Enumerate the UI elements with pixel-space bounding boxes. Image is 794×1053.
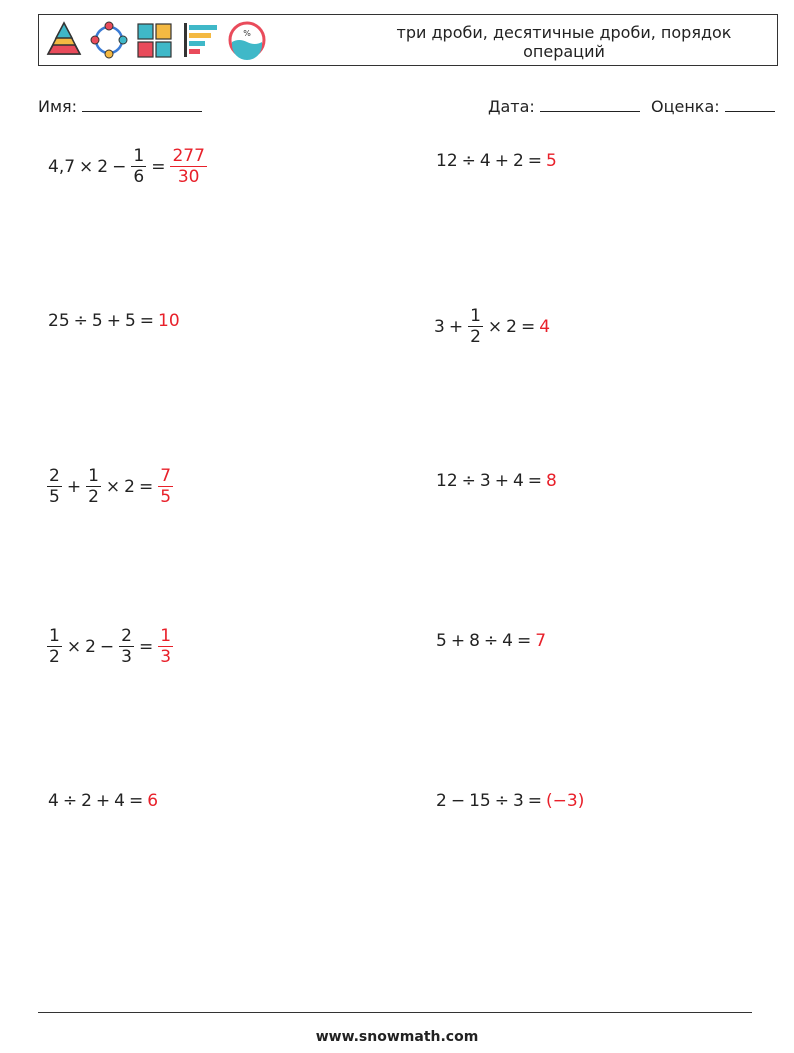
answer: 10 [158, 311, 180, 331]
name-label: Имя: [38, 97, 78, 116]
operator: ÷ [461, 151, 476, 171]
percent-globe-logo-icon [227, 20, 267, 60]
bar-chart-logo-icon [181, 20, 221, 60]
equals: = [128, 791, 144, 811]
equals: = [151, 156, 166, 177]
answer-fraction [158, 466, 173, 507]
equals: = [516, 631, 532, 651]
problem-6 [434, 471, 559, 491]
answer-fraction [170, 146, 206, 187]
answer: 7 [535, 631, 547, 651]
operator: + [66, 476, 82, 497]
answer-denominator: 3 [160, 647, 172, 667]
term: 4 [512, 471, 524, 491]
term: 25 [48, 311, 70, 331]
operator: + [494, 471, 509, 491]
term: 8 [469, 631, 480, 651]
term: 4 [48, 791, 59, 811]
answer: 8 [546, 471, 557, 491]
equals: = [527, 151, 543, 171]
puzzle-logo-icon [135, 20, 175, 60]
numerator: 2 [49, 466, 60, 486]
answer: 4 [539, 316, 551, 337]
numerator: 1 [88, 466, 99, 486]
answer-numerator: 277 [172, 146, 205, 166]
worksheet-title: три дроби, десятичные дроби, порядок операций [396, 23, 732, 61]
operator: − [112, 156, 127, 177]
term: 4 [502, 631, 513, 651]
operator: + [450, 631, 466, 651]
denominator: 2 [88, 487, 99, 507]
equals: = [527, 791, 543, 811]
answer-denominator: 30 [177, 167, 200, 187]
date-label: Дата: [488, 97, 535, 116]
term: 4,7 [48, 156, 76, 177]
svg-text:%: % [243, 29, 251, 38]
equals: = [138, 476, 154, 497]
answer: (−3) [546, 791, 585, 811]
denominator: 2 [49, 647, 60, 667]
term: 2 [85, 636, 96, 657]
grade-blank[interactable] [725, 96, 775, 112]
footer-website[interactable]: www.snowmath.com [315, 1029, 479, 1045]
date-blank[interactable] [540, 96, 640, 112]
denominator: 2 [470, 327, 481, 347]
operator: ÷ [461, 471, 476, 491]
answer-numerator: 7 [160, 466, 172, 486]
answer-denominator: 5 [160, 487, 172, 507]
equals: = [139, 311, 155, 331]
denominator: 5 [49, 487, 60, 507]
equals: = [520, 316, 536, 337]
fraction [119, 626, 134, 667]
term: 2 [81, 791, 92, 811]
problem-2 [434, 151, 559, 171]
problem-10 [434, 791, 586, 811]
operator: ÷ [62, 791, 78, 811]
term: 2 [124, 476, 135, 497]
operator: − [99, 636, 115, 657]
problem-9 [46, 791, 160, 811]
operator: − [450, 791, 466, 811]
operator: ÷ [494, 791, 509, 811]
fraction [468, 306, 483, 347]
term: 3 [434, 316, 445, 337]
denominator: 6 [133, 167, 145, 187]
problem-1 [46, 146, 210, 187]
term: 3 [479, 471, 491, 491]
operator: × [487, 316, 503, 337]
operator: ÷ [483, 631, 499, 651]
numerator: 1 [133, 146, 145, 166]
operator: × [66, 636, 82, 657]
equals: = [527, 471, 543, 491]
operator: × [105, 476, 121, 497]
operator: + [95, 791, 111, 811]
grade-label: Оценка: [651, 97, 720, 116]
equals: = [138, 636, 154, 657]
term: 15 [469, 791, 491, 811]
problem-7 [44, 626, 176, 667]
operator: × [79, 156, 94, 177]
term: 5 [436, 631, 447, 651]
name-blank[interactable] [82, 96, 202, 112]
problem-3 [46, 311, 182, 331]
denominator: 3 [121, 647, 132, 667]
term: 2 [97, 156, 109, 177]
answer-fraction [158, 626, 173, 667]
fraction [47, 466, 62, 507]
date-field [488, 96, 775, 116]
term: 4 [114, 791, 125, 811]
term: 2 [436, 791, 447, 811]
logo-strip [45, 20, 267, 60]
problem-5 [44, 466, 176, 507]
numerator: 1 [49, 626, 60, 646]
fraction [131, 146, 146, 187]
footer-divider [38, 1012, 752, 1013]
problem-8 [434, 631, 548, 651]
problem-4 [432, 306, 552, 347]
numerator: 1 [470, 306, 481, 326]
term: 5 [91, 311, 103, 331]
term: 4 [479, 151, 491, 171]
operator: + [494, 151, 509, 171]
fraction [86, 466, 101, 507]
name-field [38, 96, 202, 116]
term: 12 [436, 471, 458, 491]
worksheet-header [38, 14, 778, 66]
term: 5 [124, 311, 136, 331]
term: 2 [506, 316, 517, 337]
term: 12 [436, 151, 458, 171]
numerator: 2 [121, 626, 132, 646]
answer: 6 [147, 791, 159, 811]
fraction [47, 626, 62, 667]
pyramid-logo-icon [45, 20, 83, 60]
operator: + [448, 316, 464, 337]
answer-numerator: 1 [160, 626, 172, 646]
operator: ÷ [73, 311, 88, 331]
people-circle-logo-icon [89, 20, 129, 60]
term: 3 [512, 791, 524, 811]
term: 2 [512, 151, 524, 171]
operator: + [106, 311, 121, 331]
answer: 5 [546, 151, 557, 171]
